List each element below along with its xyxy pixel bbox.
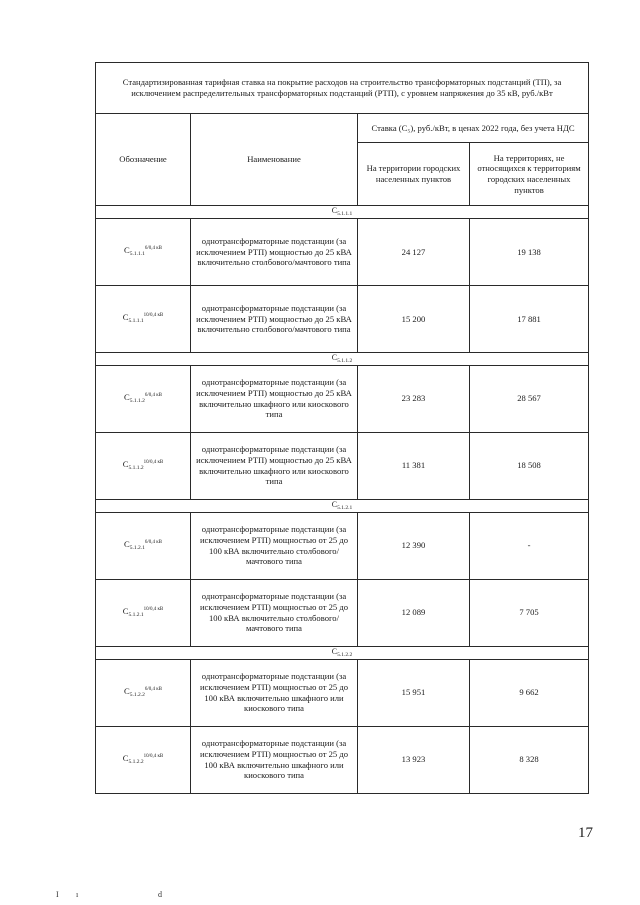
code-voltage: 6/0,4 кВ (144, 393, 162, 399)
group-header-row (96, 206, 589, 219)
header-non-urban: На территориях, не относящихся к территориям городских населенных пунктов (470, 143, 589, 206)
code-sub: 5.1.1.1 (128, 318, 144, 325)
table-row (96, 659, 589, 726)
tariff-rate-table (95, 62, 589, 794)
header-name: Наименование (191, 114, 358, 206)
header-row (96, 114, 589, 143)
code-base: С (123, 686, 130, 697)
row-designation (96, 579, 191, 646)
group-header-row (96, 352, 589, 365)
row-non-urban-rate: 17 881 (470, 285, 589, 352)
code-voltage: 10/0,4 кВ (143, 313, 164, 319)
group-code-sub: 5.1.2.1 (337, 504, 353, 511)
row-non-urban-rate: 18 508 (470, 432, 589, 499)
row-name: однотрансформаторные подстанции (за исключением РТП) мощностью от 25 до 100 кВА включительно шкафного или киоскового типа (191, 659, 358, 726)
code-voltage: 10/0,4 кВ (143, 754, 164, 760)
code-sub: 5.1.1.1 (129, 251, 145, 258)
row-name: однотрансформаторные подстанции (за исключением РТП) мощностью до 25 кВА включительно столбового/мачтового типа (191, 285, 358, 352)
header-rate: Ставка (С₅), руб./кВт, в ценах 2022 года, без учета НДС (358, 114, 589, 143)
group-code-sub: 5.1.2.2 (337, 651, 353, 658)
row-non-urban-rate: 7 705 (470, 579, 589, 646)
row-designation (96, 432, 191, 499)
row-urban-rate: 12 089 (358, 579, 470, 646)
group-code-sub: 5.1.1.2 (337, 357, 353, 364)
code-sub: 5.1.2.2 (129, 692, 145, 699)
group-code-sub: 5.1.1.1 (337, 211, 353, 217)
row-designation (96, 512, 191, 579)
row-name: однотрансформаторные подстанции (за исключением РТП) мощностью от 25 до 100 кВА включительно столбового/мачтового типа (191, 512, 358, 579)
group-code (96, 646, 589, 659)
row-name: однотрансформаторные подстанции (за исключением РТП) мощностью от 25 до 100 кВА включительно шкафного или киоскового типа (191, 726, 358, 793)
table-row (96, 365, 589, 432)
row-name: однотрансформаторные подстанции (за исключением РТП) мощностью до 25 кВА включительно шкафного или киоскового типа (191, 365, 358, 432)
code-base: С (123, 539, 130, 550)
row-urban-rate: 11 381 (358, 432, 470, 499)
row-designation (96, 659, 191, 726)
scan-mark: ı (76, 890, 79, 899)
table-row (96, 432, 589, 499)
group-code (96, 499, 589, 512)
group-code (96, 206, 589, 219)
code-voltage: 6/0,4 кВ (144, 687, 162, 693)
row-urban-rate: 13 923 (358, 726, 470, 793)
group-code-base: С (331, 499, 338, 509)
caption-row (96, 63, 589, 114)
row-name: однотрансформаторные подстанции (за исключением РТП) мощностью до 25 кВА включительно столбового/мачтового типа (191, 218, 358, 285)
row-designation (96, 365, 191, 432)
table-row (96, 512, 589, 579)
row-urban-rate: 15 200 (358, 285, 470, 352)
code-voltage: 10/0,4 кВ (143, 460, 164, 466)
code-base: С (122, 606, 129, 617)
scan-mark: I (56, 890, 59, 899)
code-base: С (123, 245, 130, 256)
row-non-urban-rate: 9 662 (470, 659, 589, 726)
code-voltage: 10/0,4 кВ (143, 607, 164, 613)
code-sub: 5.1.1.2 (129, 398, 145, 405)
group-code-base: С (331, 352, 338, 362)
row-non-urban-rate: 28 567 (470, 365, 589, 432)
code-base: С (122, 312, 129, 323)
row-name: однотрансформаторные подстанции (за исключением РТП) мощностью до 25 кВА включительно шкафного или киоскового типа (191, 432, 358, 499)
page-number: 17 (578, 825, 593, 841)
code-voltage: 6/0,4 кВ (144, 540, 162, 546)
table-row (96, 218, 589, 285)
row-urban-rate: 12 390 (358, 512, 470, 579)
group-code-base: С (331, 646, 338, 656)
scan-mark: d (158, 890, 162, 899)
row-non-urban-rate: 19 138 (470, 218, 589, 285)
row-name: однотрансформаторные подстанции (за исключением РТП) мощностью от 25 до 100 кВА включительно столбового/мачтового типа (191, 579, 358, 646)
header-urban: На территории городских населенных пунктов (358, 143, 470, 206)
code-sub: 5.1.2.1 (129, 545, 145, 552)
group-header-row (96, 499, 589, 512)
row-non-urban-rate: 8 328 (470, 726, 589, 793)
code-base: С (122, 459, 129, 470)
group-code-base: С (331, 206, 338, 215)
row-designation (96, 726, 191, 793)
row-designation (96, 218, 191, 285)
table-caption: Стандартизированная тарифная ставка на покрытие расходов на строительство трансформаторных подстанций (ТП), за исключением распределительных трансформаторных подстанций (РТП), с уровнем напряжения до 35 кВ, руб./кВт (96, 63, 589, 114)
row-urban-rate: 24 127 (358, 218, 470, 285)
header-designation: Обозначение (96, 114, 191, 206)
row-urban-rate: 15 951 (358, 659, 470, 726)
code-sub: 5.1.2.1 (128, 612, 144, 619)
code-voltage: 6/0,4 кВ (144, 246, 162, 252)
code-sub: 5.1.2.2 (128, 759, 144, 766)
table-row (96, 285, 589, 352)
row-designation (96, 285, 191, 352)
code-base: С (122, 753, 129, 764)
code-sub: 5.1.1.2 (128, 465, 144, 472)
group-code (96, 352, 589, 365)
row-non-urban-rate: - (470, 512, 589, 579)
table-row (96, 579, 589, 646)
row-urban-rate: 23 283 (358, 365, 470, 432)
table-row (96, 726, 589, 793)
code-base: С (123, 392, 130, 403)
group-header-row (96, 646, 589, 659)
